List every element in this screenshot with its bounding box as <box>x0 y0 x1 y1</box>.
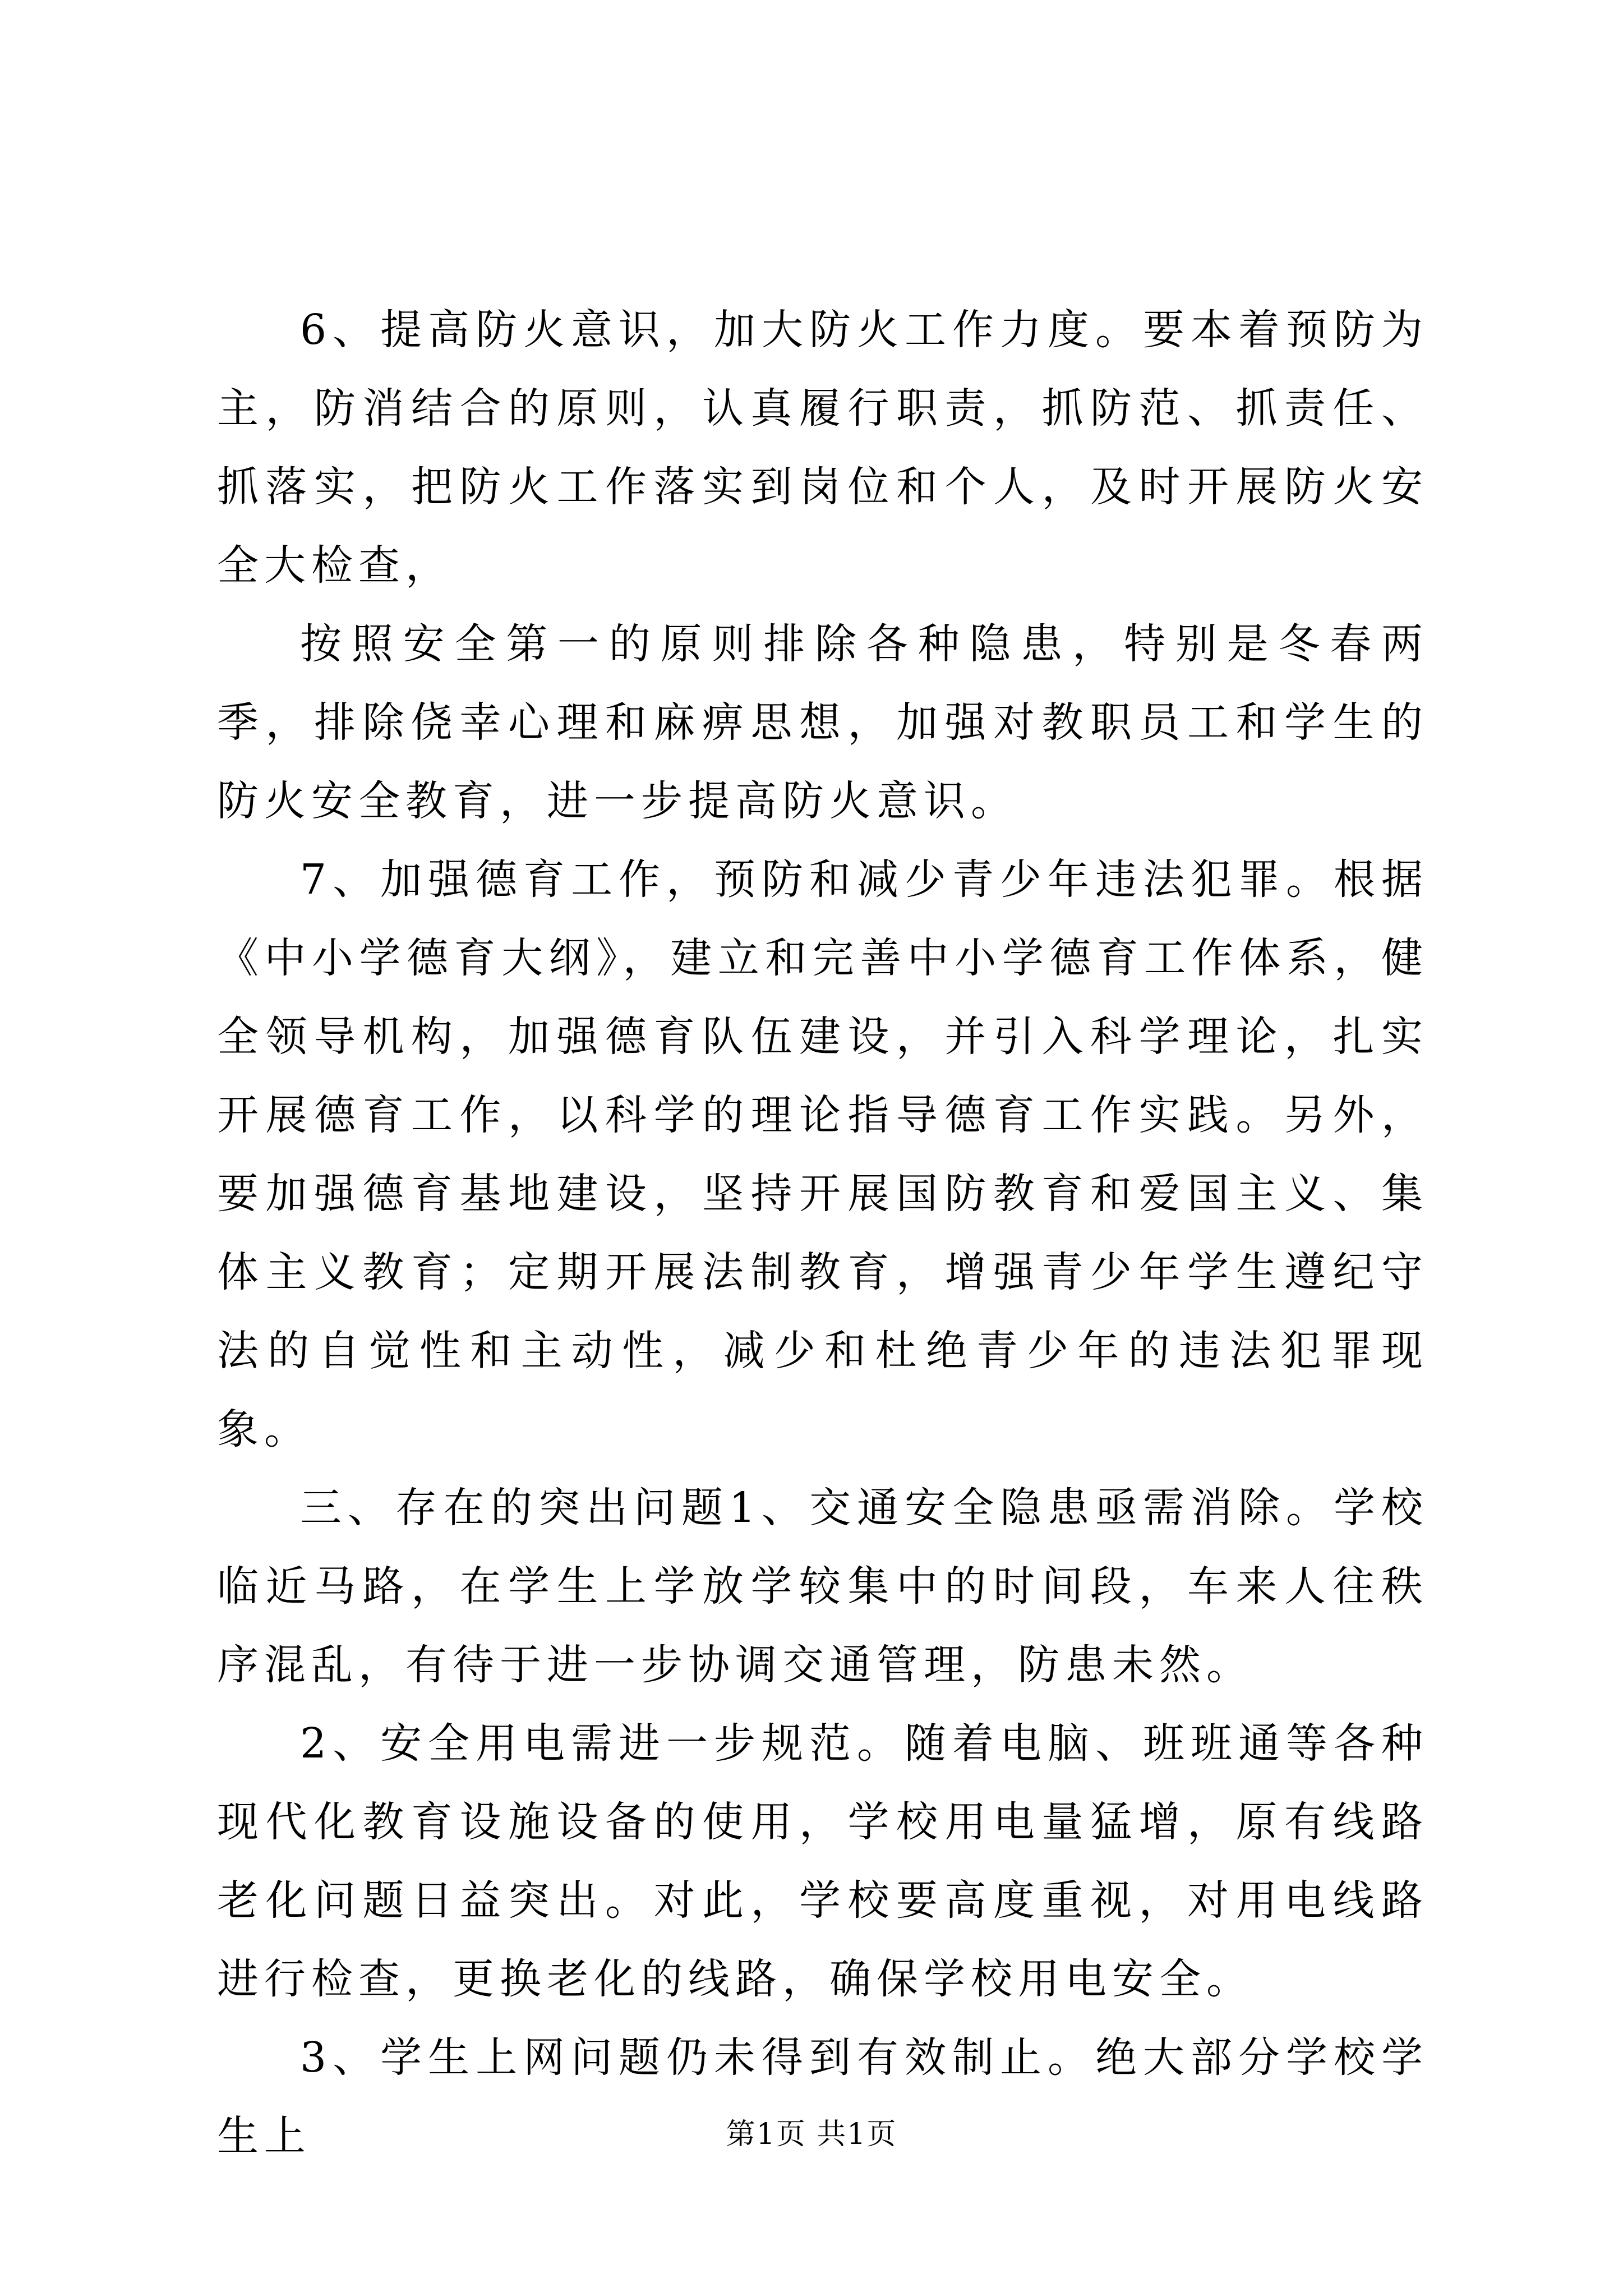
paragraph-moral-education: 7、加强德育工作，预防和减少青少年违法犯罪。根据《中小学德育大纲》，建立和完善中小学德育工作体系，健全领导机构，加强德育队伍建设，并引入科学理论，扎实开展德育工作，以科学的理论指导德育工作实践。另外，要加强德育基地建设，坚持开展国防教育和爱国主义、集体主义教育；定期开展法制教育，增强青少年学生遵纪守法的自觉性和主动性，减少和杜绝青少年的违法犯罪现象。 <box>217 855 1428 1453</box>
paragraph-internet-use: 3、学生上网问题仍未得到有效制止。绝大部分学校学生上 <box>217 2033 1428 2160</box>
page-number-footer: 第1页 共1页 <box>726 2118 897 2151</box>
paragraph-electric-safety: 2、安全用电需进一步规范。随着电脑、班班通等各种现代化教育设施设备的使用，学校用电量猛增，原有线路老化问题日益突出。对此，学校要高度重视，对用电线路进行检查，更换老化的线路，确保学校用电安全。 <box>217 1719 1428 2003</box>
paragraph-fire-awareness: 6、提高防火意识，加大防火工作力度。要本着预防为主，防消结合的原则，认真履行职责，抓防范、抓责任、抓落实，把防火工作落实到岗位和个人，及时开展防火安全大检查， <box>217 306 1428 590</box>
paragraph-traffic-safety: 三、存在的突出问题1、交通安全隐患亟需消除。学校临近马路，在学生上学放学较集中的时间段，车来人往秩序混乱，有待于进一步协调交通管理，防患未然。 <box>217 1484 1428 1689</box>
paragraph-safety-first: 按照安全第一的原则排除各种隐患，特别是冬春两季，排除侥幸心理和麻痹思想，加强对教职员工和学生的防火安全教育，进一步提高防火意识。 <box>217 620 1428 825</box>
document-body <box>217 291 1428 2175</box>
